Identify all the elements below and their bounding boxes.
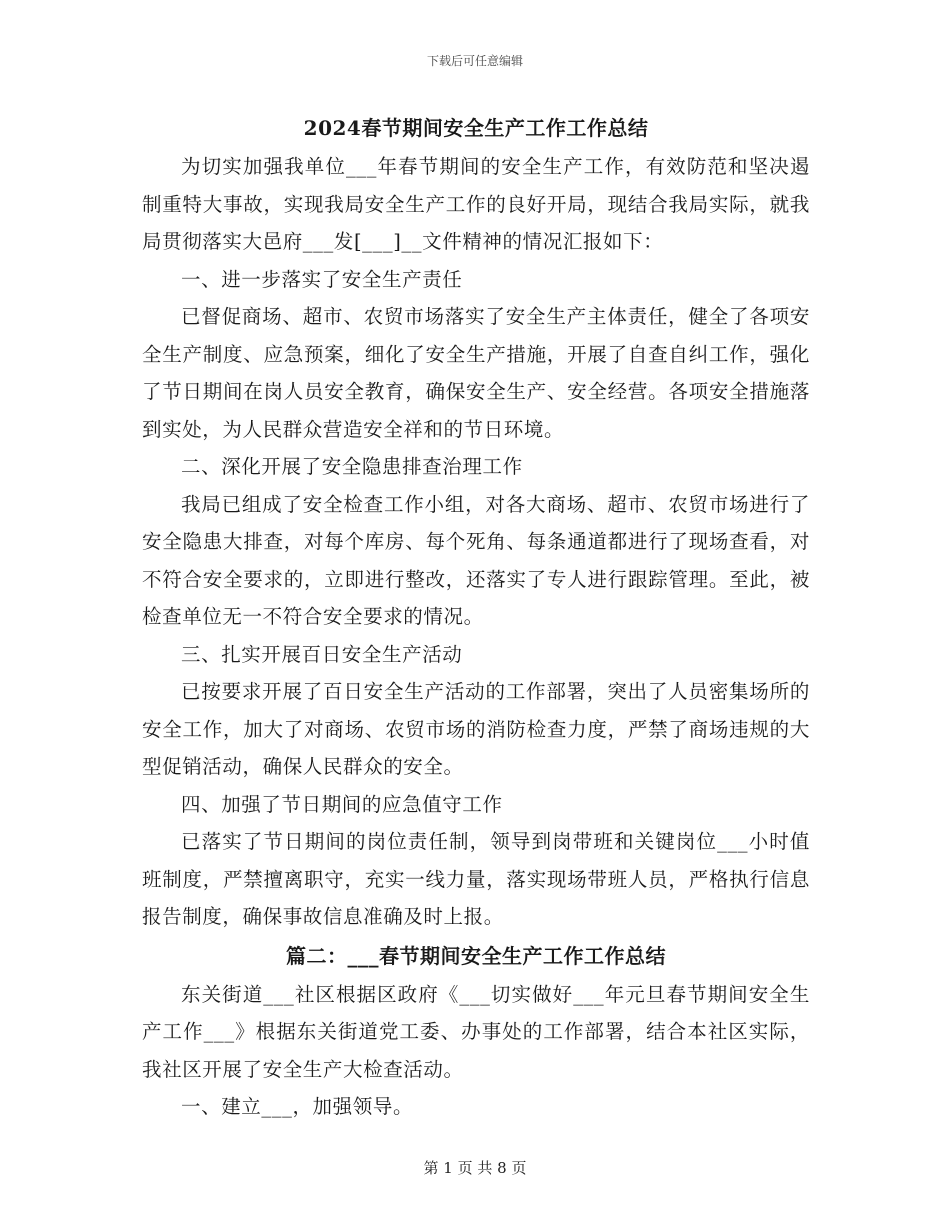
paragraph-three: 已按要求开展了百日安全生产活动的工作部署，突出了人员密集场所的安全工作，加大了对商场、农贸市场的消防检查力度，严禁了商场违规的大型促销活动，确保人民群众的安全。 (142, 680, 810, 778)
paragraph-one: 已督促商场、超市、农贸市场落实了安全生产主体责任，健全了各项安全生产制度、应急预案，细化了安全生产措施，开展了自查自纠工作，强化了节日期间在岗人员安全教育，确保安全生产、安全经营。各项安全措施落到实处，为人民群众营造安全祥和的节日环境。 (142, 305, 810, 441)
document-title: 2024春节期间安全生产工作工作总结 (303, 116, 649, 140)
paragraph-two: 我局已组成了安全检查工作小组，对各大商场、超市、农贸市场进行了安全隐患大排查，对每个库房、每个死角、每条通道都进行了现场查看，对不符合安全要求的，立即进行整改，还落实了专人进行跟踪管理。至此，被检查单位无一不符合安全要求的情况。 (142, 492, 810, 628)
paragraph-intro: 为切实加强我单位___年春节期间的安全生产工作，有效防范和坚决遏制重特大事故，实现我局安全生产工作的良好开局，现结合我局实际，就我局贯彻落实大邑府___发[___]__文件精神的情况汇报如下： (142, 155, 810, 253)
heading-four: 四、加强了节日期间的应急值守工作 (181, 792, 503, 816)
section-two-heading-one: 一、建立___，加强领导。 (181, 1095, 414, 1118)
document-page (142, 108, 810, 1126)
section-two-paragraph-intro: 东关街道___社区根据区政府《___切实做好___年元旦春节期间安全生产工作___》根据东关街道党工委、办事处的工作部署，结合本社区实际，我社区开展了安全生产大检查活动。 (142, 982, 810, 1081)
page-number-footer: 第 1 页 共 8 页 (423, 1159, 527, 1177)
paragraph-four: 已落实了节日期间的岗位责任制，领导到岗带班和关键岗位___小时值班制度，严禁擅离职守，充实一线力量，落实现场带班人员，严格执行信息报告制度，确保事故信息准确及时上报。 (142, 830, 810, 928)
section-two-title: 篇二：___春节期间安全生产工作工作总结 (286, 943, 666, 968)
header-note: 下载后可任意编辑 (426, 54, 523, 68)
heading-three: 三、扎实开展百日安全生产活动 (181, 642, 463, 666)
heading-two: 二、深化开展了安全隐患排查治理工作 (181, 455, 523, 478)
heading-one: 一、进一步落实了安全生产责任 (181, 267, 463, 291)
